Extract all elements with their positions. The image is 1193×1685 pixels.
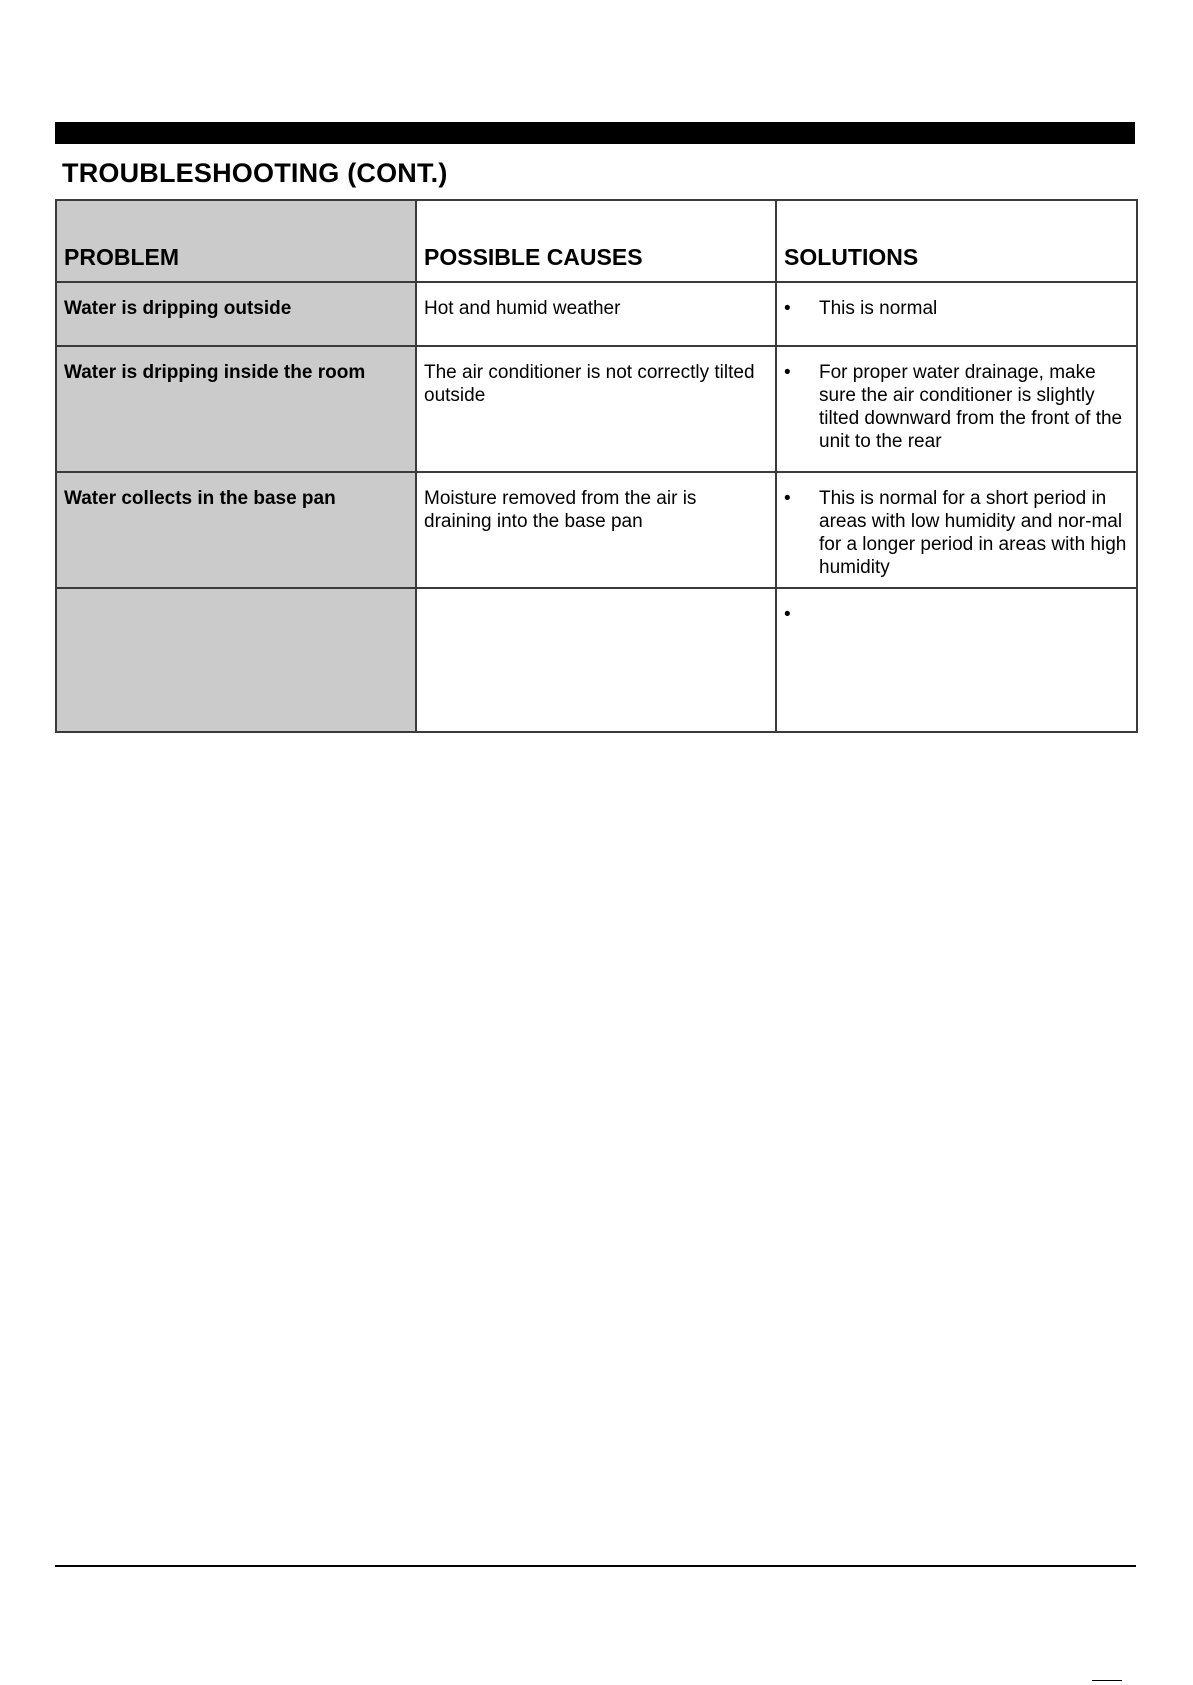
bullet-icon: • — [784, 488, 791, 509]
problem-cell: Water is dripping inside the room — [56, 346, 416, 472]
cause-cell: Moisture removed from the air is draining into the base pan — [416, 472, 776, 588]
footer-rule — [55, 1565, 1136, 1567]
solution-item — [784, 297, 1129, 320]
table-row — [56, 282, 1137, 346]
solution-text: For proper water drainage, make sure the air conditioner is slightly tilted downward from the front of the unit to the rear — [819, 362, 1123, 452]
section-title: TROUBLESHOOTING (CONT.) — [62, 158, 448, 188]
table-row — [56, 472, 1137, 588]
problem-cell — [56, 588, 416, 732]
header-possible-causes: POSSIBLE CAUSES — [416, 200, 776, 282]
header-solutions: SOLUTIONS — [776, 200, 1137, 282]
problem-cell: Water collects in the base pan — [56, 472, 416, 588]
solution-text: This is normal for a short period in areas with low humidity and nor-mal for a longer period in areas with high humidity — [819, 488, 1127, 578]
header-problem: PROBLEM — [56, 200, 416, 282]
footer-mark — [1092, 1680, 1122, 1681]
solution-text: This is normal — [819, 298, 938, 319]
solution-cell — [776, 346, 1137, 472]
bullet-icon: • — [784, 362, 791, 383]
table-header-row — [56, 200, 1137, 282]
troubleshooting-table — [55, 199, 1138, 733]
cause-cell: Hot and humid weather — [416, 282, 776, 346]
cause-cell: The air conditioner is not correctly tilted outside — [416, 346, 776, 472]
solution-cell — [776, 588, 1137, 732]
cause-cell — [416, 588, 776, 732]
solution-cell — [776, 472, 1137, 588]
solution-item — [784, 603, 1129, 626]
solution-item — [784, 487, 1129, 579]
table-row — [56, 588, 1137, 732]
bullet-icon: • — [784, 604, 791, 625]
table-row — [56, 346, 1137, 472]
problem-cell: Water is dripping outside — [56, 282, 416, 346]
header-black-bar — [55, 122, 1135, 144]
bullet-icon: • — [784, 298, 791, 319]
solution-item — [784, 361, 1129, 453]
solution-cell — [776, 282, 1137, 346]
